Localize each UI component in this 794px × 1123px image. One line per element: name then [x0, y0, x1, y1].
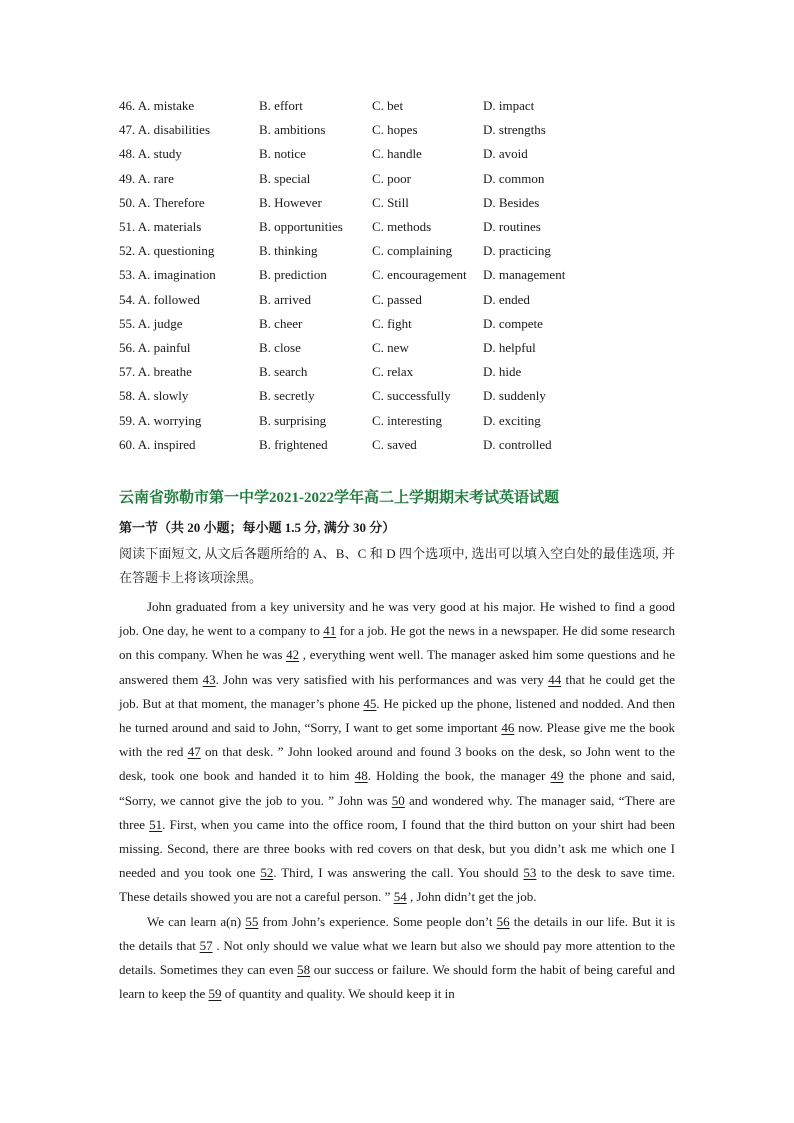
- option-cell: D. Besides: [483, 194, 540, 210]
- option-cell: C. methods: [372, 219, 432, 235]
- option-cell: D. hide: [483, 364, 522, 380]
- blank-number: 56: [496, 913, 510, 929]
- option-row: [119, 215, 589, 239]
- option-cell: B. close: [259, 339, 301, 355]
- option-cell: B. opportunities: [259, 219, 343, 235]
- blank-number: 47: [187, 744, 201, 760]
- option-cell: C. relax: [372, 364, 414, 380]
- option-cell: B. surprising: [259, 412, 327, 428]
- option-row: [119, 191, 589, 215]
- blank-number: 48: [354, 768, 368, 784]
- cloze-passage: [119, 595, 675, 1006]
- option-cell: 51. A. materials: [119, 219, 202, 235]
- option-row: [119, 384, 589, 408]
- blank-number: 43: [202, 671, 216, 687]
- option-row: [119, 360, 589, 384]
- option-cell: C. poor: [372, 170, 411, 186]
- blank-number: 49: [550, 768, 564, 784]
- passage-text: . Not only should we value what we learn but also we should pay more attention to the details. Sometimes they can even: [119, 937, 675, 978]
- passage-text: . He picked up the phone, listened and nodded. And then he turned around and said to John, “Sorry, I want to get some important: [119, 695, 675, 736]
- option-cell: 47. A. disabilities: [119, 122, 210, 138]
- passage-text: , everything went well. The manager asked him some questions and he answered them: [119, 647, 675, 687]
- passage-text: our success or failure. We should form the habit of being careful and learn to keep the: [119, 962, 675, 1002]
- option-cell: C. Still: [372, 194, 409, 210]
- option-cell: D. strengths: [483, 122, 546, 138]
- option-cell: B. arrived: [259, 291, 311, 307]
- option-cell: 57. A. breathe: [119, 364, 192, 380]
- passage-text: to the desk to save time. These details showed you are not a careful person. ”: [119, 865, 676, 905]
- option-cell: B. However: [259, 194, 322, 210]
- option-cell: D. compete: [483, 315, 543, 331]
- option-cell: 60. A. inspired: [119, 436, 196, 452]
- option-cell: C. complaining: [372, 243, 453, 259]
- option-cell: D. avoid: [483, 146, 528, 162]
- option-cell: 54. A. followed: [119, 291, 200, 307]
- option-row: [119, 263, 589, 287]
- option-row: [119, 118, 589, 142]
- option-cell: 56. A. painful: [119, 339, 191, 355]
- option-cell: D. routines: [483, 219, 541, 235]
- option-cell: D. helpful: [483, 339, 536, 355]
- blank-number: 41: [323, 623, 337, 639]
- option-cell: 53. A. imagination: [119, 267, 216, 283]
- option-cell: D. common: [483, 170, 545, 186]
- option-row: [119, 336, 589, 360]
- blank-number: 58: [297, 962, 311, 978]
- option-cell: B. ambitions: [259, 122, 326, 138]
- section-heading: 第一节（共 20 小题；每小题 1.5 分, 满分 30 分）: [119, 520, 396, 535]
- passage-text: We can learn a(n): [147, 913, 246, 929]
- instructions: 阅读下面短文, 从文后各题所给的 A、B、C 和 D 四个选项中, 选出可以填入空白处的最佳选项, 并在答题卡上将该项涂黑。: [119, 546, 675, 585]
- answer-options-table: [119, 94, 589, 457]
- passage-text: . John was very satisfied with his performances and was very: [215, 671, 549, 687]
- option-row: [119, 239, 589, 263]
- option-cell: C. encouragement: [372, 267, 467, 283]
- option-row: [119, 167, 589, 191]
- passage-text: . First, when you came into the office room, I found that the third button on your shirt had been missing. Second, there are three books with red covers on that desk, but you didn’t ask me which one I needed and you took one: [119, 816, 675, 881]
- option-cell: C. successfully: [372, 388, 451, 404]
- option-cell: B. effort: [259, 98, 303, 114]
- option-cell: B. thinking: [259, 243, 318, 259]
- blank-number: 57: [199, 937, 213, 953]
- blank-number: 59: [208, 986, 222, 1002]
- option-cell: D. impact: [483, 98, 535, 114]
- option-cell: 49. A. rare: [119, 170, 174, 186]
- option-cell: 50. A. Therefore: [119, 194, 205, 210]
- blank-number: 52: [260, 865, 274, 881]
- blank-number: 54: [393, 889, 407, 905]
- blank-number: 51: [149, 816, 163, 832]
- option-cell: C. hopes: [372, 122, 418, 138]
- exam-title: 云南省弥勒市第一中学2021-2022学年高二上学期期末考试英语试题: [119, 490, 559, 506]
- passage-text: , John didn’t get the job.: [406, 889, 537, 905]
- option-cell: C. bet: [372, 98, 404, 114]
- option-cell: D. exciting: [483, 412, 541, 428]
- option-cell: B. prediction: [259, 267, 327, 283]
- option-cell: C. saved: [372, 436, 417, 452]
- option-cell: D. controlled: [483, 436, 552, 452]
- option-row: [119, 408, 589, 432]
- option-cell: B. search: [259, 364, 308, 380]
- blank-number: 45: [363, 695, 377, 711]
- blank-number: 55: [245, 913, 259, 929]
- option-cell: 52. A. questioning: [119, 243, 215, 259]
- option-row: [119, 142, 589, 166]
- option-cell: B. special: [259, 170, 311, 186]
- option-cell: C. passed: [372, 291, 422, 307]
- option-cell: 59. A. worrying: [119, 412, 202, 428]
- passage-text: from John’s experience. Some people don’t: [258, 913, 497, 929]
- option-row: [119, 433, 589, 457]
- option-row: [119, 288, 589, 312]
- blank-number: 42: [286, 647, 300, 663]
- passage-text: and wondered why. The manager said, “There are three: [119, 792, 675, 832]
- option-cell: C. interesting: [372, 412, 443, 428]
- passage-text: the details in our life. But it is the details that: [119, 913, 675, 953]
- passage-text: now. Please give me the book with the red: [119, 720, 676, 760]
- passage-text: John graduated from a key university and he was very good at his major. He wished to find a good job. One day, he went to a company to: [119, 599, 675, 639]
- passage-text: that he could get the job. But at that moment, the manager’s phone: [119, 671, 675, 711]
- blank-number: 50: [391, 792, 405, 808]
- option-cell: C. new: [372, 339, 409, 355]
- option-cell: B. notice: [259, 146, 306, 162]
- option-cell: 48. A. study: [119, 146, 182, 162]
- passage-text: . Holding the book, the manager: [367, 768, 551, 784]
- option-cell: 55. A. judge: [119, 315, 183, 331]
- blank-number: 53: [523, 865, 537, 881]
- option-cell: D. suddenly: [483, 388, 546, 404]
- option-cell: B. frightened: [259, 436, 328, 452]
- passage-text: . Third, I was answering the call. You should: [273, 865, 524, 881]
- option-cell: D. ended: [483, 291, 530, 307]
- option-cell: C. handle: [372, 146, 422, 162]
- option-cell: D. management: [483, 267, 566, 283]
- option-row: [119, 312, 589, 336]
- option-cell: 46. A. mistake: [119, 98, 195, 114]
- option-cell: 58. A. slowly: [119, 388, 189, 404]
- blank-number: 46: [501, 720, 515, 736]
- option-cell: B. secretly: [259, 388, 315, 404]
- passage-text: the phone and said, “Sorry, we cannot give the job to you. ” John was: [119, 768, 675, 808]
- option-cell: D. practicing: [483, 243, 551, 259]
- passage-paragraph: [119, 910, 675, 1007]
- passage-text: for a job. He got the news in a newspaper. He did some research on this company. When he was: [119, 623, 675, 663]
- option-row: [119, 94, 589, 118]
- option-cell: B. cheer: [259, 315, 303, 331]
- passage-text: of quantity and quality. We should keep it in: [221, 986, 455, 1002]
- passage-paragraph: [119, 595, 675, 910]
- blank-number: 44: [548, 671, 562, 687]
- passage-text: on that desk. ” John looked around and found 3 books on the desk, so John went to the desk, took one book and handed it to him: [119, 744, 675, 784]
- option-cell: C. fight: [372, 315, 412, 331]
